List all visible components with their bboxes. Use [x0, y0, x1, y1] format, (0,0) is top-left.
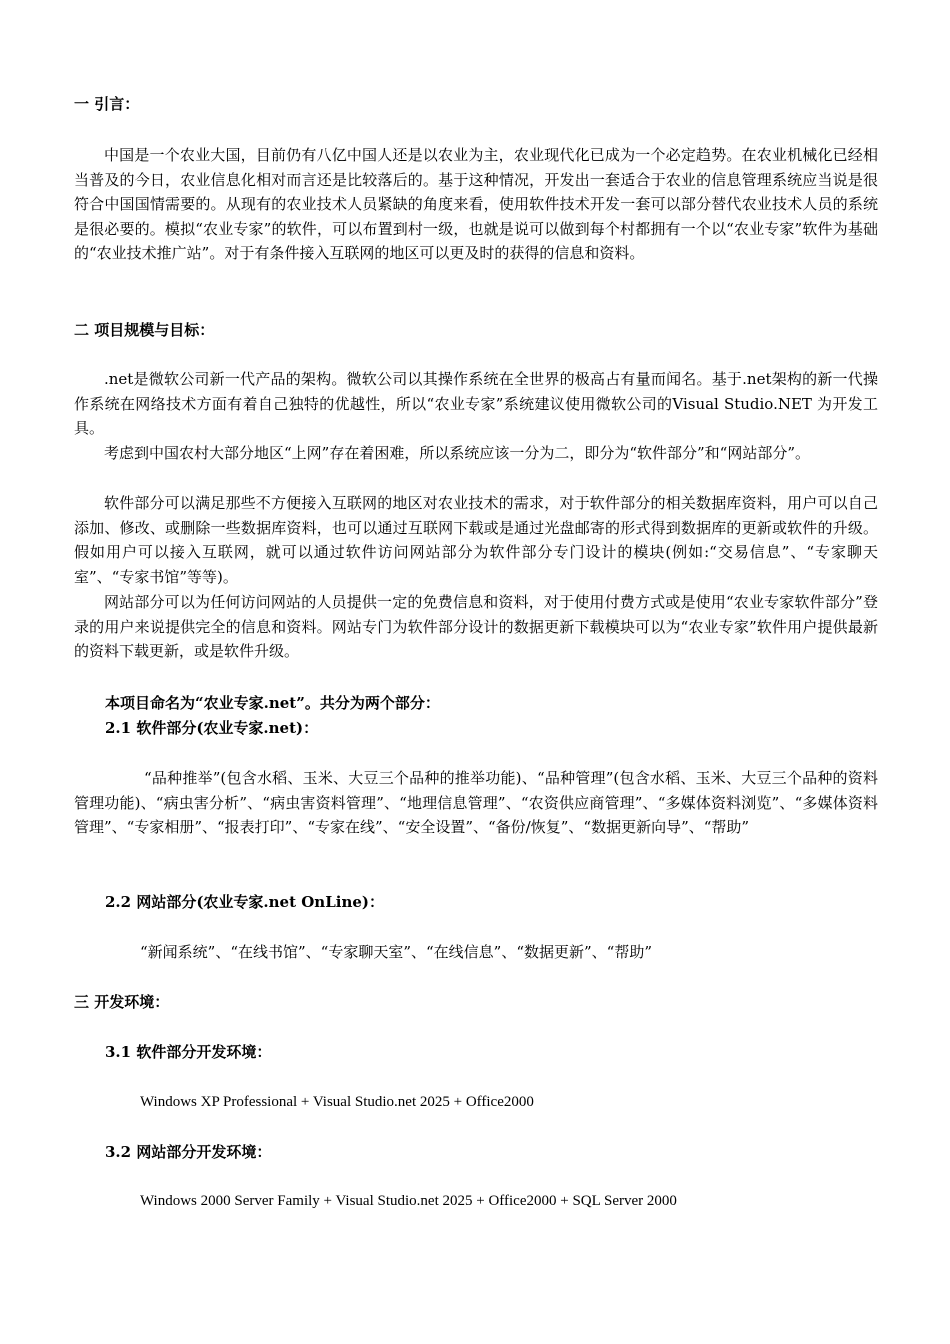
subsection-2-2-text: “新闻系统”、“在线书馆”、“专家聊天室”、“在线信息”、“数据更新”、“帮助”	[140, 943, 653, 961]
project-name-line: 本项目命名为“农业专家.net”。共分为两个部分：	[105, 694, 440, 712]
subsection-3-2-text: Windows 2000 Server Family + Visual Studio.net 2025 + Office2000 + SQL Server 2000	[140, 1193, 677, 1209]
section-2-paragraph-2: 考虑到中国农村大部分地区“上网”存在着困难，所以系统应该一分为二，即分为“软件部分”和“网站部分”。	[104, 444, 811, 462]
section-1-paragraph: 中国是一个农业大国，目前仍有八亿中国人还是以农业为主，农业现代化已成为一个必定趋势。在农业机械化已经相当普及的今日，农业信息化相对而言还是比较落后的。基于这种情况，开发出一套适合于农业的信息管理系统应当说是很符合中国国情需要的。从现有的农业技术人员紧缺的角度来看，使用软件技术开发一套可以部分替代农业技术人员的系统是很必要的。模拟“农业专家”的软件，可以布置到村一级，也就是说可以做到每个村都拥有一个以“农业专家”软件为基础的“农业技术推广站”。对于有条件接入互联网的地区可以更及时的获得的信息和资料。	[74, 146, 878, 263]
subsection-3-1-text: Windows XP Professional + Visual Studio.net 2025 + Office2000	[140, 1094, 534, 1110]
subsection-3-1-heading: 3.1 软件部分开发环境：	[105, 1043, 272, 1061]
subsection-3-2-heading: 3.2 网站部分开发环境：	[105, 1143, 272, 1161]
section-2-paragraph-1: .net是微软公司新一代产品的架构。微软公司以其操作系统在全世界的极高占有量而闻名。基于.net架构的新一代操作系统在网络技术方面有着自己独特的优越性，所以“农业专家”系统建议使用微软公司的Visual Studio.NET 为开发工具。	[74, 370, 878, 438]
subsection-2-1-heading: 2.1 软件部分(农业专家.net)：	[105, 719, 319, 737]
section-2-paragraph-4: 网站部分可以为任何访问网站的人员提供一定的免费信息和资料，对于使用付费方式或是使用“农业专家软件部分”登录的用户来说提供完全的信息和资料。网站专门为软件部分设计的数据更新下载模块可以为“农业专家”软件用户提供最新的资料下载更新，或是软件升级。	[74, 593, 878, 661]
subsection-2-1-text: “品种推举”(包含水稻、玉米、大豆三个品种的推举功能)、“品种管理”(包含水稻、玉米、大豆三个品种的资料管理功能)、“病虫害分析”、“病虫害资料管理”、“地理信息管理”、“农资供应商管理”、“多媒体资料浏览”、“多媒体资料管理”、“专家相册”、“报表打印”、“专家在线”、“安全设置”、“备份/恢复”、“数据更新向导”、“帮助”	[74, 769, 878, 837]
subsection-2-2-heading: 2.2 网站部分(农业专家.net OnLine)：	[105, 893, 385, 911]
section-1-heading: 一 引言：	[74, 95, 140, 113]
section-3-heading: 三 开发环境：	[74, 993, 170, 1011]
section-2-paragraph-3: 软件部分可以满足那些不方便接入互联网的地区对农业技术的需求，对于软件部分的相关数据库资料，用户可以自己添加、修改、或删除一些数据库资料，也可以通过互联网下载或是通过光盘邮寄的形式得到数据库的更新或软件的升级。假如用户可以接入互联网，就可以通过软件访问网站部分为软件部分专门设计的模块(例如:“交易信息”、“专家聊天室”、“专家书馆”等等)。	[74, 494, 878, 586]
section-2-heading: 二 项目规模与目标：	[74, 321, 215, 339]
